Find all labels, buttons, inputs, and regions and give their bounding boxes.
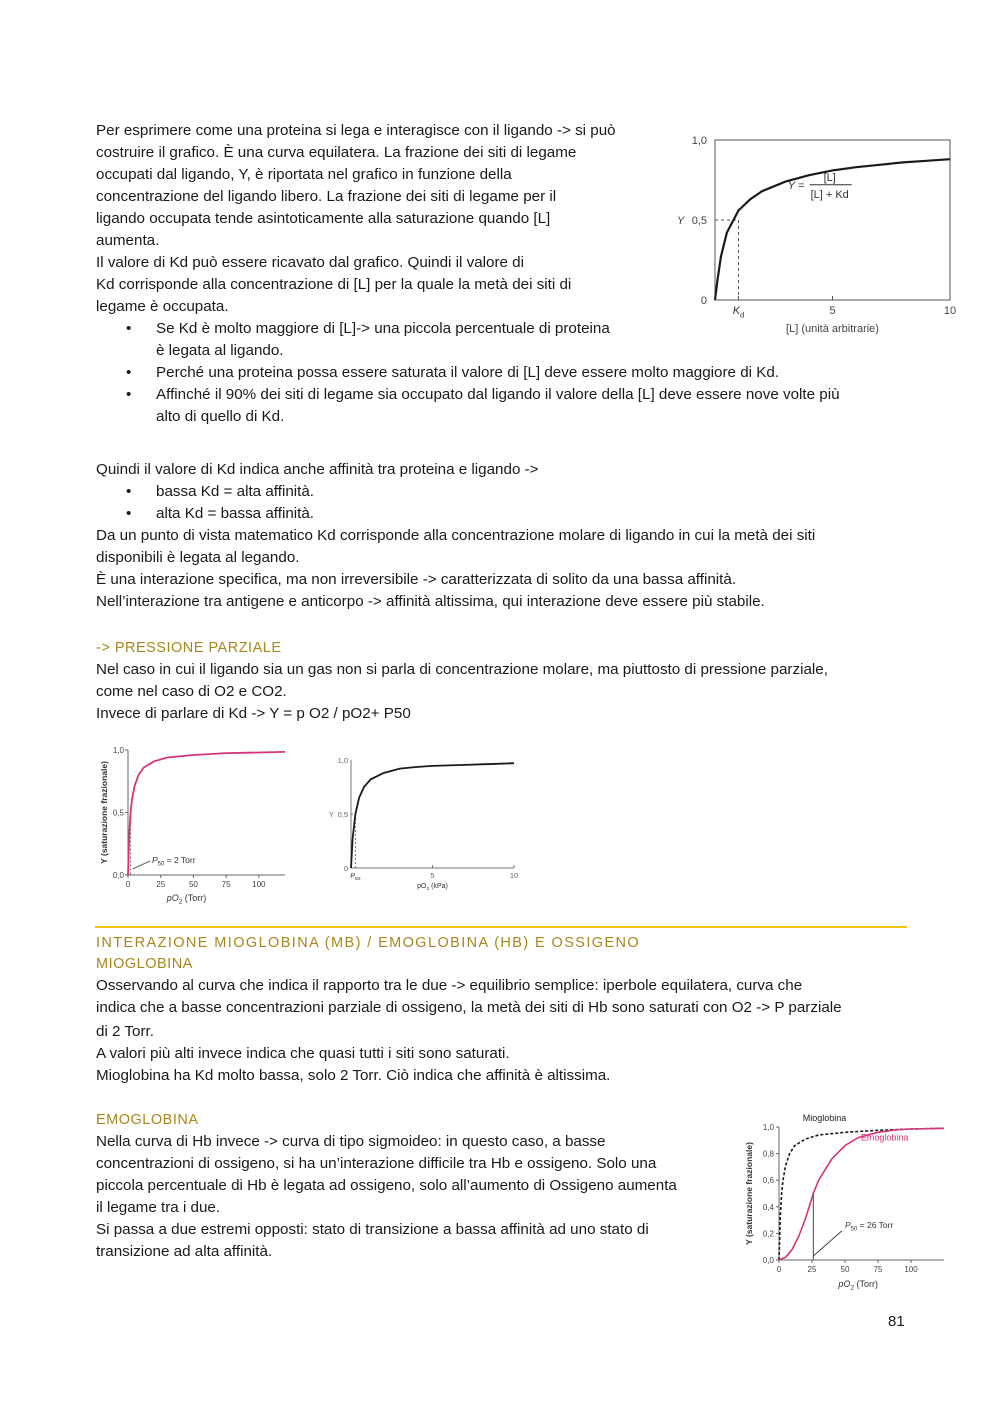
x-tick-label: 5 [829,305,836,317]
affinity-line: Da un punto di vista matematico Kd corrisponde alla concentrazione molare di ligando in cui la metà dei siti [96,527,816,544]
affinity-bullets [96,481,916,525]
pressure-block [96,638,916,725]
x-tick-label: 10 [943,305,957,317]
bullet-item: • alta Kd = bassa affinità. [96,503,916,525]
bullet-text: alto di quello di Kd. [156,408,285,425]
plot-frame [715,140,950,300]
y-tick-label: 1,0 [337,756,348,765]
series-label-myoglobin: Mioglobina [802,1113,847,1123]
hemoglobin-subheading: EMOGLOBINA [96,1112,199,1128]
page-number: 81 [888,1313,905,1330]
affinity-line: disponibili è legata al legando. [96,549,300,566]
intro-line: costruire il grafico. È una curva equilatera. La frazione dei siti di legame [96,144,577,161]
section-divider [95,926,907,928]
y-tick-label: 1,0 [112,746,124,755]
myoglobin-curve [779,1128,944,1260]
hb-line: Si passa a due estremi opposti: stato di transizione a bassa affinità ad uno stato di [96,1221,649,1238]
equation-y: Y = [787,179,805,192]
x-tick-label: 100 [252,880,266,889]
hemoglobin-block [96,1110,746,1263]
hb-line: piccola percentuale di Hb è legata ad ossigeno, solo all’aumento di Ossigeno aumenta [96,1177,677,1194]
myoglobin-curve [351,763,514,868]
y-tick-label: 0,6 [762,1176,774,1186]
equation-numerator: [L] [823,171,836,184]
myoglobin-subheading: MIOGLOBINA [96,956,193,972]
y-tick-label: 1,0 [762,1123,774,1132]
x-axis-label: $pO_2$ (Torr) [166,893,207,906]
intro-line: ligando occupata tende asintoticamente alla saturazione quando [L] [96,210,551,227]
x-tick-label: 10 [509,871,519,880]
mb-line: A valori più alti invece indica che quasi tutti i siti sono saturati. [96,1045,510,1062]
p50-label: $P_{50} = 26$ Torr [845,1220,894,1233]
affinity-block [96,459,916,613]
pressure-line: Nel caso in cui il ligando sia un gas non si parla di concentrazione molare, ma piuttosto di pressione parziale, [96,661,828,678]
y-tick-label: 0,5 [112,808,124,818]
x-tick-label: 0 [776,1265,782,1274]
myoglobin-torr-chart [96,738,296,908]
intro-line: Kd corrisponde alla concentrazione di [L] per la quale la metà dei siti di [96,276,572,293]
pressure-heading: -> PRESSIONE PARZIALE [96,640,282,656]
x-tick-label: 50 [188,880,198,889]
hb-line: transizione ad alta affinità. [96,1243,273,1260]
y-tick-label: 0,0 [762,1256,774,1265]
x-tick-label: 50 [840,1265,850,1274]
x-tick-label: $P_{50}$ [350,873,361,883]
x-axis-label: $pO_2$ (Torr) [838,1279,878,1292]
bullet-text: Affinché il 90% dei siti di legame sia occupato dal ligando il valore della [L] deve essere nove volte più [156,386,840,403]
x-tick-label: 100 [904,1265,918,1274]
equation-denominator: [L] + Kd [810,188,849,201]
y-axis-label: Y [677,215,685,227]
affinity-line: Nell’interazione tra antigene e anticorpo -> affinità altissima, qui interazione deve essere più stabile. [96,593,765,610]
y-tick-label: 0,0 [112,871,124,880]
binding-curve-chart [670,125,960,335]
intro-line: Per esprimere come una proteina si lega e interagisce con il ligando -> si può [96,122,616,139]
section2-block [96,933,916,1087]
y-tick-label: 1,0 [691,135,707,147]
x-tick-label: 5 [430,871,435,880]
y-tick-label: 0,2 [762,1229,774,1239]
x-tick-label: 75 [873,1265,883,1274]
bullet-text: Se Kd è molto maggiore di [L]-> una piccola percentuale di proteina [156,320,610,337]
x-tick-label: 25 [807,1265,817,1274]
bullet-text: Perché una proteina possa essere saturata il valore di [L] deve essere molto maggiore di Kd. [156,364,780,381]
y-axis-label: Y [329,810,335,819]
hb-line: Nella curva di Hb invece -> curva di tipo sigmoideo: in questo caso, a basse [96,1133,606,1150]
series-label-hemoglobin: Emoglobina [860,1132,909,1143]
hb-line: il legame tra i due. [96,1199,221,1216]
y-tick-label: 0 [343,864,348,873]
y-tick-label: 0,4 [762,1202,774,1212]
x-tick-label: $K_d$ [732,305,745,320]
p50-pointer [133,861,150,869]
y-axis-label: Y (saturazione frazionale) [744,1142,754,1245]
intro-line: Il valore di Kd può essere ricavato dal grafico. Quindi il valore di [96,254,525,271]
mb-line: Osservando al curva che indica il rapporto tra le due -> equilibrio semplice: iperbole equilatera, curva che [96,977,803,994]
y-tick-label: 0,5 [691,215,707,227]
mb-line: di 2 Torr. [96,1023,154,1040]
intro-line: aumenta. [96,232,160,249]
affinity-line: È una interazione specifica, ma non irreversibile -> caratterizzata di solito da una bassa affinità. [96,571,737,588]
mb-line: indica che a basse concentrazioni parziale di ossigeno, la metà dei siti di Hb sono saturati con O2 -> P parziale [96,999,842,1016]
y-axis-label: Y (saturazione frazionale) [99,761,109,864]
x-tick-label: 25 [156,880,166,889]
intro-line: legame è occupata. [96,298,229,315]
x-axis-label: $pO_2$ (kPa) [417,883,448,893]
y-tick-label: 0,5 [337,810,348,819]
hb-line: concentrazioni di ossigeno, si ha un’interazione difficile tra Hb e ossigeno. Solo una [96,1155,657,1172]
intro-line: concentrazione del ligando libero. La frazione dei siti di legame per il [96,188,557,205]
x-axis-label: [L] (unità arbitrarie) [786,323,879,335]
p50-label: $P_{50} = 2$ Torr [152,855,196,868]
mb-line: Mioglobina ha Kd molto bassa, solo 2 Torr. Ciò indica che affinità è altissima. [96,1067,611,1084]
mb-vs-hb-chart [742,1110,957,1295]
hemoglobin-curve [779,1128,944,1260]
bullet-item: • bassa Kd = alta affinità. [96,481,916,503]
bullet-item [96,384,916,428]
affinity-lead: Quindi il valore di Kd indica anche affinità tra proteina e ligando -> [96,461,539,478]
y-tick-label: 0 [700,295,707,307]
x-tick-label: 0 [125,880,131,889]
pressure-line: come nel caso di O2 e CO2. [96,683,287,700]
x-tick-label: 75 [221,880,231,889]
bullet-text: è legata al ligando. [156,342,284,359]
bullet-item [96,362,916,384]
y-tick-label: 0,8 [762,1149,774,1159]
pressure-line: Invece di parlare di Kd -> Y = p O2 / pO2+ P50 [96,705,411,722]
myoglobin-kpa-chart [318,748,528,898]
p50-pointer [813,1231,842,1256]
intro-line: occupati dal ligando, Y, è riportata nel grafico in funzione della [96,166,512,183]
section2-heading: INTERAZIONE MIOGLOBINA (MB) / EMOGLOBINA (HB) E OSSIGENO [96,935,641,951]
